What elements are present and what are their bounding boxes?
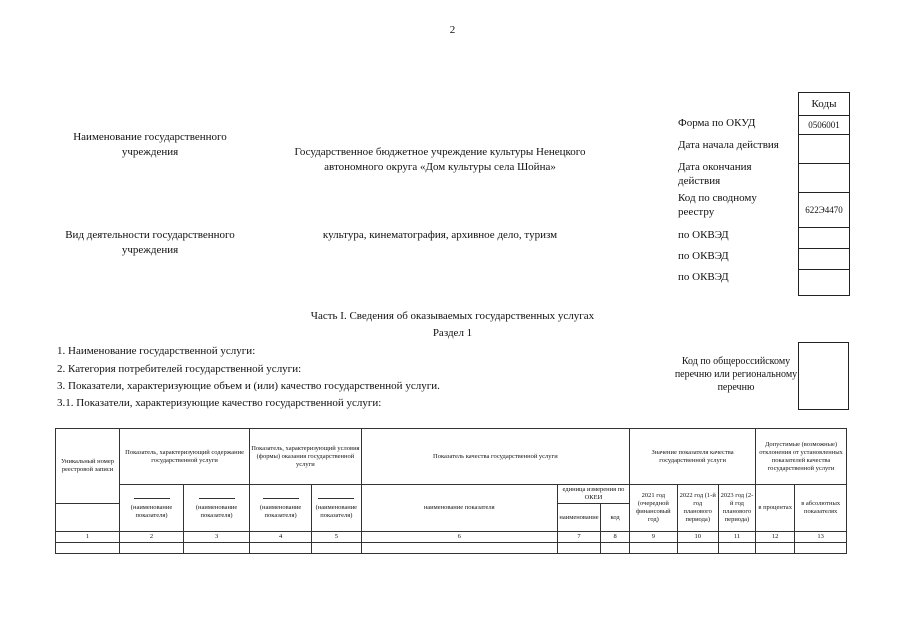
empty-cell xyxy=(312,543,362,554)
col-number: 6 xyxy=(361,532,557,543)
sub-deviation-percent: в процентах xyxy=(756,485,795,532)
sub-year-2021: 2021 год (очередной финансовый год) xyxy=(630,485,677,532)
sub-indicator-name-1: (наименование показателя) xyxy=(120,485,184,532)
okp-label: Код по общероссийскому перечню или региональному перечню xyxy=(674,356,798,393)
okud-label: Форма по ОКУД xyxy=(678,117,756,129)
okved-label-3: по ОКВЭД xyxy=(678,271,729,283)
item-3-1: 3.1. Показатели, характеризующие качество государственной услуги: xyxy=(57,397,382,409)
sub-quality-indicator-name: наименование показателя xyxy=(361,485,557,532)
sub-indicator-name-4: (наименование показателя) xyxy=(312,485,362,532)
sub-indicator-name-2: (наименование показателя) xyxy=(184,485,250,532)
header-unique-number: Уникальный номер реестровой записи xyxy=(56,429,120,504)
col-number: 13 xyxy=(795,532,847,543)
quality-indicators-table xyxy=(55,428,847,554)
empty-cell xyxy=(718,543,755,554)
empty-cell xyxy=(120,543,184,554)
page-number: 2 xyxy=(449,24,456,36)
col-number: 7 xyxy=(557,532,600,543)
empty-cell xyxy=(557,543,600,554)
okud-code: 0506001 xyxy=(799,115,849,134)
header-quality-indicator: Показатель качества государственной услуги xyxy=(361,429,629,485)
activity-value: культура, кинематография, архивное дело, туризм xyxy=(322,229,558,241)
okved-label-2: по ОКВЭД xyxy=(678,250,729,262)
sub-indicator-name-3: (наименование показателя) xyxy=(250,485,312,532)
empty-cell xyxy=(184,543,250,554)
okved-label-1: по ОКВЭД xyxy=(678,229,729,241)
sub-unit-name: наименование xyxy=(557,504,600,532)
col-number: 5 xyxy=(312,532,362,543)
unique-number-spacer xyxy=(56,504,120,532)
col-number: 4 xyxy=(250,532,312,543)
end-date-label: Дата окончания действия xyxy=(678,161,752,187)
empty-cell xyxy=(601,543,630,554)
col-number: 1 xyxy=(56,532,120,543)
okp-code-box xyxy=(798,342,849,410)
col-number: 3 xyxy=(184,532,250,543)
item-2: 2. Категория потребителей государственной услуги: xyxy=(57,363,302,375)
sub-unit-okei: единица измерения по ОКЕИ xyxy=(557,485,629,504)
codes-header: Коды xyxy=(811,98,837,110)
sub-unit-code: код xyxy=(601,504,630,532)
codes-box xyxy=(798,92,850,296)
header-content-indicator: Показатель, характеризующий содержание государственной услуги xyxy=(120,429,250,485)
item-3: 3. Показатели, характеризующие объем и (или) качество государственной услуги. xyxy=(57,380,440,392)
end-date-code xyxy=(799,163,849,192)
activity-label: Вид деятельности государственного учреждения xyxy=(65,229,235,256)
section-title: Раздел 1 xyxy=(432,327,473,339)
header-indicator-value: Значение показателя качества государственной услуги xyxy=(630,429,756,485)
empty-cell xyxy=(56,543,120,554)
sub-deviation-absolute: в абсолютных показателях xyxy=(795,485,847,532)
header-conditions-indicator: Показатель, характеризующий условия (формы) оказания государственной услуги xyxy=(250,429,362,485)
empty-cell xyxy=(677,543,718,554)
item-1: 1. Наименование государственной услуги: xyxy=(57,345,256,357)
col-number: 12 xyxy=(756,532,795,543)
sub-year-2023: 2023 год (2-й год планового периода) xyxy=(718,485,755,532)
empty-cell xyxy=(250,543,312,554)
part-title: Часть I. Сведения об оказываемых государственных услугах xyxy=(310,310,595,322)
empty-cell xyxy=(756,543,795,554)
col-number: 8 xyxy=(601,532,630,543)
registry-code-label: Код по сводному реестру xyxy=(678,192,757,218)
col-number: 11 xyxy=(718,532,755,543)
col-number: 10 xyxy=(677,532,718,543)
sub-year-2022: 2022 год (1-й год планового периода) xyxy=(677,485,718,532)
col-number: 9 xyxy=(630,532,677,543)
institution-value: Государственное бюджетное учреждение культуры Ненецкого автономного округа «Дом культуры села Шойна» xyxy=(294,146,586,173)
registry-code: 622Э4470 xyxy=(799,192,849,227)
col-number: 2 xyxy=(120,532,184,543)
okved-code-1 xyxy=(799,227,849,248)
okved-code-3 xyxy=(799,269,849,295)
header-deviation: Допустимые (возможные) отклонения от установленных показателей качества государственной услуги xyxy=(756,429,847,485)
start-date-label: Дата начала действия xyxy=(678,139,779,151)
empty-cell xyxy=(361,543,557,554)
empty-cell xyxy=(795,543,847,554)
okved-code-2 xyxy=(799,248,849,269)
institution-label: Наименование государственного учреждения xyxy=(73,131,227,158)
start-date-code xyxy=(799,134,849,163)
empty-cell xyxy=(630,543,677,554)
